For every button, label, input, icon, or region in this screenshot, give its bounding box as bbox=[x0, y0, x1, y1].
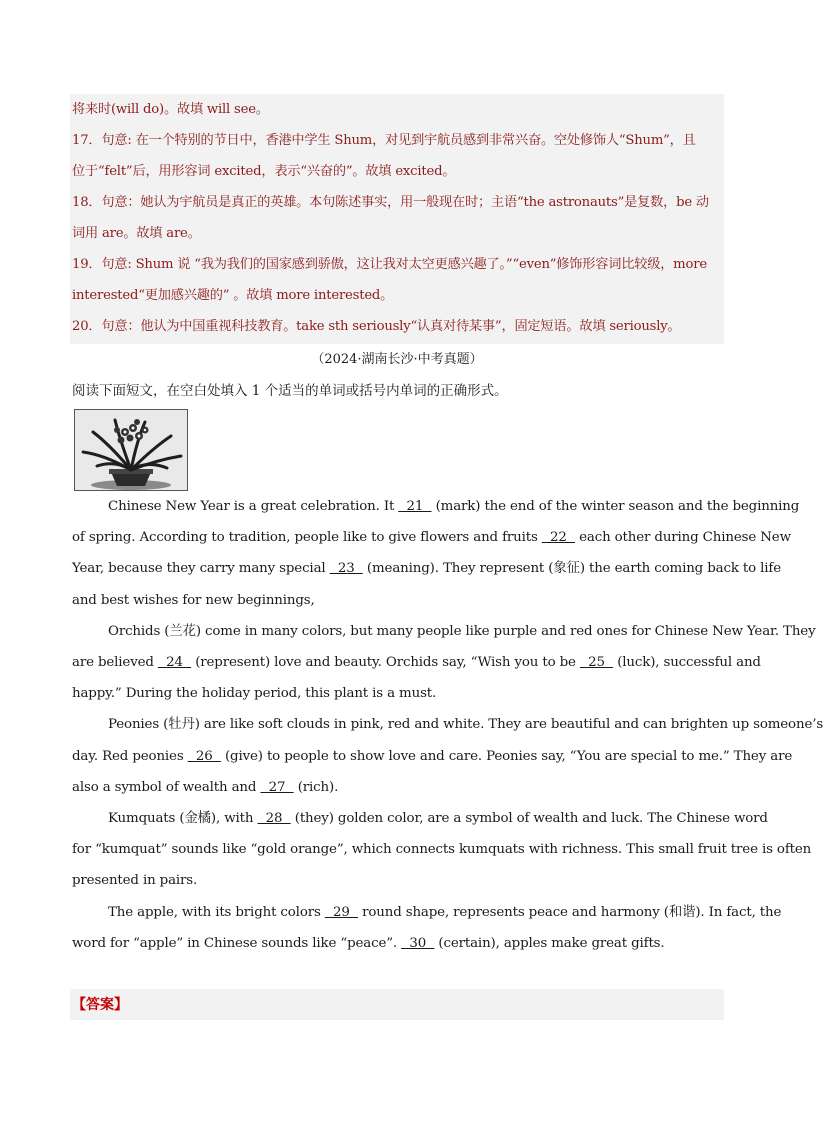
paragraph-apple bbox=[72, 897, 782, 928]
passage-line: and best wishes for new beginnings, bbox=[72, 592, 315, 608]
passage-line: Orchids (兰花) come in many colors, but many people like purple and red ones for Chinese New Year. They bbox=[108, 623, 816, 639]
answer-key-label: 【答案】 bbox=[72, 997, 128, 1013]
passage-line: Year, because they carry many special 23 (meaning). They represent (象征) the earth coming back to life bbox=[72, 561, 781, 577]
blank-22[interactable]: 22 bbox=[541, 530, 575, 546]
paragraph-peonies bbox=[72, 709, 823, 740]
paragraph-new-year bbox=[72, 491, 800, 522]
answer-line: 词用 are。故填 are。 bbox=[72, 226, 201, 241]
reading-passage bbox=[72, 491, 823, 959]
passage-line: Kumquats (金橘), with 28 (they) golden color, are a symbol of wealth and luck. The Chinese word bbox=[108, 811, 768, 827]
passage-line: for “kumquat” sounds like “gold orange”, which connects kumquats with richness. This small fruit tree is often bbox=[72, 842, 812, 858]
answer-line: 20．句意：他认为中国重视科技教育。take sth seriously“认真对待某事”，固定短语。故填 seriously。 bbox=[72, 319, 681, 334]
blank-28[interactable]: 28 bbox=[257, 811, 291, 827]
passage-line: day. Red peonies 26 (give) to people to show love and care. Peonies say, “You are special to me.” They are bbox=[72, 748, 793, 764]
orchid-plant-image bbox=[74, 409, 188, 491]
blank-21[interactable]: 21 bbox=[398, 499, 432, 514]
blank-26[interactable]: 26 bbox=[187, 748, 221, 764]
passage-line: Chinese New Year is a great celebration. It 21 (mark) the end of the winter season and the beginning bbox=[108, 499, 800, 514]
blank-24[interactable]: 24 bbox=[157, 655, 192, 671]
passage-line: happy.” During the holiday period, this plant is a must. bbox=[72, 686, 437, 702]
blank-27[interactable]: 27 bbox=[260, 779, 294, 795]
paragraph-new-year-cont bbox=[72, 522, 791, 616]
passage-line: word for “apple” in Chinese sounds like “peace”. 30 (certain), apples make great gifts. bbox=[72, 935, 665, 951]
paragraph-kumquats-cont bbox=[72, 834, 812, 896]
blank-29[interactable]: 29 bbox=[324, 904, 358, 920]
answer-line: interested“更加感兴趣的” 。故填 more interested。 bbox=[72, 288, 394, 303]
answer-line: 位于“felt”后，用形容词 excited，表示“兴奋的”。故填 excited。 bbox=[72, 164, 456, 179]
blank-23[interactable]: 23 bbox=[329, 561, 363, 577]
paragraph-orchids bbox=[72, 616, 816, 647]
answer-line: 17．句意: 在一个特别的节日中，香港中学生 Shum，对见到宇航员感到非常兴奋。空处修饰人“Shum”，且 bbox=[72, 133, 696, 148]
blank-25[interactable]: 25 bbox=[579, 655, 614, 671]
paragraph-kumquats bbox=[72, 803, 768, 834]
passage-line: presented in pairs. bbox=[72, 873, 198, 889]
passage-line: The apple, with its bright colors 29 round shape, represents peace and harmony (和谐). In fact, the bbox=[108, 904, 782, 920]
passage-line: also a symbol of wealth and 27 (rich). bbox=[72, 779, 339, 795]
paragraph-peonies-cont bbox=[72, 741, 793, 803]
paragraph-apple-cont bbox=[72, 928, 722, 959]
orchid-icon bbox=[75, 410, 187, 490]
answer-explanations bbox=[70, 94, 724, 344]
answer-line: 19．句意: Shum 说 “我为我们的国家感到骄傲，这让我对太空更感兴趣了。”“even”修饰形容词比较级，more bbox=[72, 257, 707, 272]
question-source: （2024·湖南长沙·中考真题） bbox=[311, 352, 483, 367]
passage-line: are believed 24 (represent) love and beauty. Orchids say, “Wish you to be 25 (luck), successful and bbox=[72, 655, 761, 671]
paragraph-orchids-cont bbox=[72, 647, 761, 709]
answer-line: 将来时(will do)。故填 will see。 bbox=[72, 102, 269, 117]
answer-key-bar bbox=[70, 989, 724, 1020]
blank-30[interactable]: 30 bbox=[401, 935, 435, 951]
answer-line: 18．句意：她认为宇航员是真正的英雄。本句陈述事实，用一般现在时；主语“the astronauts”是复数，be 动 bbox=[72, 195, 709, 210]
passage-line: of spring. According to tradition, people like to give flowers and fruits 22 each other during Chinese New bbox=[72, 530, 791, 546]
instruction: 阅读下面短文，在空白处填入 1 个适当的单词或括号内单词的正确形式。 bbox=[72, 383, 508, 399]
passage-line: Peonies (牡丹) are like soft clouds in pink, red and white. They are beautiful and can brighten up someone’s bbox=[108, 717, 823, 733]
